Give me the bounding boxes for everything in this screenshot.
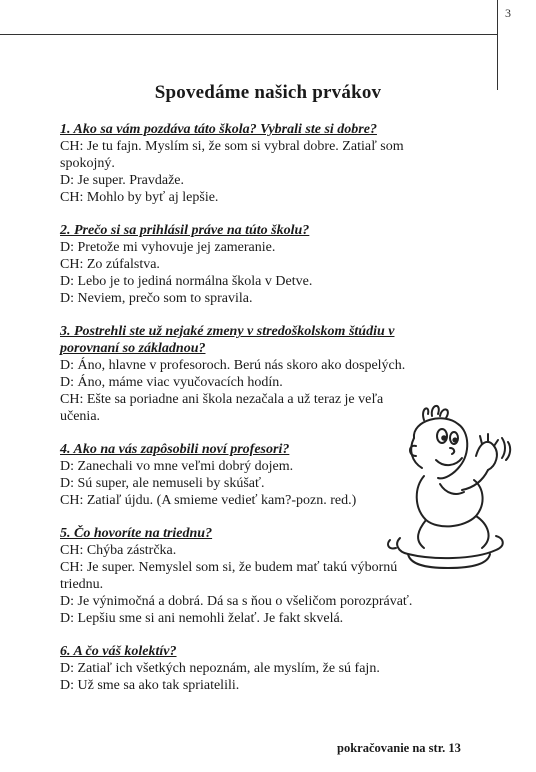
interview-section-1 [60,121,455,206]
answer: CH: Zatiaľ újdu. (A smieme vedieť kam?-pozn. red.) [60,493,357,508]
answer: D: Lepšiu sme si ani nemohli želať. Je fakt skvelá. [60,611,344,626]
question: 5. Čo hovoríte na triednu? [60,526,213,541]
answer: D: Je super. Pravdaže. [60,173,185,188]
answer: D: Neviem, prečo som to spravila. [60,291,253,306]
interview-section-6 [60,643,455,694]
question: 6. A čo váš kolektív? [60,644,177,659]
answer: D: Je výnimočná a dobrá. Dá sa s ňou o všeličom porozprávať. [60,594,413,609]
answer: D: Lebo je to jediná normálna škola v Detve. [60,274,313,289]
top-rule [0,34,497,35]
answer: CH: Chýba zástrčka. [60,543,177,558]
answer: D: Pretože mi vyhovuje jej zameranie. [60,240,276,255]
answer: CH: Je super. Nemyslel som si, že budem mať takú výbornú triednu. [60,560,398,592]
answer: D: Áno, hlavne v profesoroch. Berú nás skoro ako dospelých. [60,358,406,373]
answer: CH: Zo zúfalstva. [60,257,160,272]
question: 4. Ako na vás zapôsobili noví profesori? [60,442,290,457]
answer: D: Zanechali vo mne veľmi dobrý dojem. [60,459,294,474]
question: 3. Postrehli ste už nejaké zmeny v stredoškolskom štúdiu v porovnaní so základnou? [60,324,395,356]
answer: CH: Mohlo by byť aj lepšie. [60,190,219,205]
answer: D: Už sme sa ako tak spriatelili. [60,678,240,693]
page-number: 3 [505,6,511,20]
continuation-note: pokračovanie na str. 13 [337,741,461,755]
corner-rule [497,0,498,90]
answer: CH: Ešte sa poriadne ani škola nezačala a už teraz je veľa učenia. [60,392,384,424]
cartoon-illustration [384,398,514,573]
answer: D: Sú super, ale nemuseli by skúšať. [60,476,265,491]
article-title: Spovedáme našich prvákov [154,82,382,103]
question: 1. Ako sa vám pozdáva táto škola? Vybrali ste si dobre? [60,122,377,137]
answer: D: Zatiaľ ich všetkých nepoznám, ale myslím, že sú fajn. [60,661,380,676]
question: 2. Prečo si sa prihlásil práve na túto školu? [60,223,310,238]
answer: D: Áno, máme viac vyučovacích hodín. [60,375,283,390]
answer: CH: Je tu fajn. Myslím si, že som si vybral dobre. Zatiaľ som spokojný. [60,139,404,171]
interview-section-2 [60,222,455,307]
